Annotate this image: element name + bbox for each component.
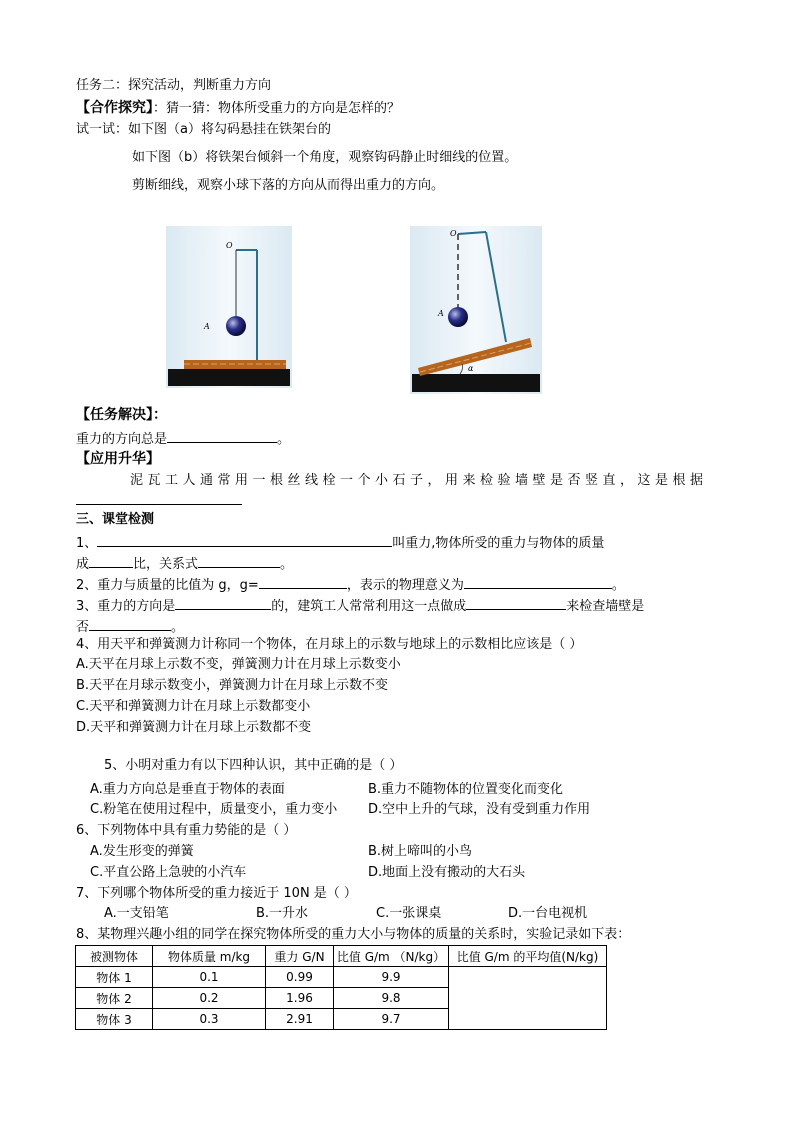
table-cell: 物体 2 [76, 988, 153, 1009]
try-b-line: 如下图（b）将铁架台倾斜一个角度，观察钩码静止时细线的位置。 [132, 150, 518, 165]
gravity-direction-blank[interactable] [167, 428, 277, 443]
q1-text: 叫重力,物体所受的重力与物体的质量 [392, 536, 605, 551]
q7-option-a[interactable]: A.一支铅笔 [104, 906, 169, 921]
apply-label: 【应用升华】 [76, 451, 160, 467]
q3-l2b: 。 [171, 620, 185, 635]
q1-l2b: 比，关系式 [133, 557, 199, 572]
q5-stem: 5、小明对重力有以下四种认识，其中正确的是（ ） [104, 758, 403, 773]
table-header: 被测物体 [76, 946, 153, 967]
q6-option-b[interactable]: B.树上啼叫的小鸟 [368, 844, 473, 859]
q3-line1 [76, 595, 644, 616]
table-header: 物体质量 m/kg [153, 946, 266, 967]
q3-l2a: 否 [76, 620, 90, 635]
table-header: 比值 G/m 的平均值(N/kg) [449, 946, 607, 967]
q1-l2a: 成 [76, 557, 90, 572]
q8-stem: 8、某物理兴趣小组的同学在探究物体所受的重力大小与物体的质量的关系时，实验记录如下表： [76, 927, 631, 942]
task-solve-label: 【任务解决】 [76, 407, 153, 423]
table-cell: 0.99 [266, 967, 334, 988]
mason-blank[interactable] [76, 490, 242, 505]
q6-option-d[interactable]: D.地面上没有搬动的大石头 [368, 865, 526, 880]
coop-label: 【合作探究】 [76, 100, 153, 116]
section3-title: 三、课堂检测 [76, 512, 155, 527]
table-average-cell[interactable] [449, 967, 607, 1030]
apply-heading [76, 450, 160, 469]
q1-line2 [76, 553, 293, 574]
table-cell: 0.3 [153, 1009, 266, 1030]
task2-title: 任务二：探究活动，判断重力方向 [76, 78, 272, 93]
q4-option-d[interactable]: D.天平和弹簧测力计在月球上示数都不变 [76, 720, 312, 735]
q4-option-c[interactable]: C.天平和弹簧测力计在月球上示数都变小 [76, 699, 311, 714]
mason-line: 泥瓦工人通常用一根丝线栓一个小石子，用来检验墙壁是否竖直，这是根据 [130, 473, 708, 488]
q4-option-b[interactable]: B.天平在月球示数变小，弹簧测力计在月球上示数不变 [76, 678, 389, 693]
q5-option-a[interactable]: A.重力方向总是垂直于物体的表面 [90, 782, 285, 797]
q3-c: 来检查墙壁是 [566, 599, 645, 614]
figure-b-label-o: O [450, 229, 457, 238]
coop-line [76, 99, 400, 118]
q1-blank1[interactable] [97, 532, 392, 547]
coop-text: ：猜一猜：物体所受重力的方向是怎样的？ [153, 101, 401, 116]
task-solve-heading [76, 406, 167, 425]
figure-a-label-o: O [226, 241, 233, 250]
q7-option-b[interactable]: B.一升水 [256, 906, 309, 921]
table-cell: 物体 3 [76, 1009, 153, 1030]
q5-option-d[interactable]: D.空中上升的气球，没有受到重力作用 [368, 802, 591, 817]
figure-b-ball [448, 307, 468, 327]
figure-b-label-alpha: α [468, 364, 474, 373]
q5-option-c[interactable]: C.粉笔在使用过程中，质量变小，重力变小 [90, 802, 338, 817]
q3-blank2[interactable] [466, 595, 566, 610]
q3-a: 3、重力的方向是 [76, 599, 176, 614]
table-header-row [76, 946, 607, 967]
figure-a-label-a: A [204, 322, 210, 331]
cut-line: 剪断细线，观察小球下落的方向从而得出重力的方向。 [132, 178, 445, 193]
q7-stem: 7、下列哪个物体所受的重力接近于 10N 是（ ） [76, 886, 357, 901]
q3-line2 [76, 616, 184, 637]
q2-line [76, 574, 625, 595]
table-cell: 0.2 [153, 988, 266, 1009]
table-cell: 1.96 [266, 988, 334, 1009]
gravity-direction-line [76, 428, 290, 449]
experiment-table [75, 945, 607, 1030]
table-cell: 9.9 [334, 967, 449, 988]
q5-option-b[interactable]: B.重力不随物体的位置变化而变化 [368, 782, 564, 797]
gravity-direction-post: 。 [277, 432, 291, 447]
q4-stem: 4、用天平和弹簧测力计称同一个物体，在月球上的示数与地球上的示数相比应该是（ ） [76, 637, 583, 652]
figure-a-base [168, 369, 290, 386]
q6-option-a[interactable]: A.发生形变的弹簧 [90, 844, 194, 859]
figure-a [166, 226, 292, 388]
q7-option-c[interactable]: C.一张课桌 [376, 906, 442, 921]
q3-blank3[interactable] [89, 616, 171, 631]
q1-num: 1、 [76, 536, 98, 551]
table-cell: 物体 1 [76, 967, 153, 988]
figure-b [410, 226, 542, 394]
q2-c: 。 [611, 578, 625, 593]
figure-a-ball [226, 316, 246, 336]
table-header: 比值 G/m （N/kg） [334, 946, 449, 967]
q6-stem: 6、下列物体中具有重力势能的是（ ） [76, 823, 297, 838]
q2-blank1[interactable] [259, 574, 347, 589]
q1-blank3[interactable] [198, 553, 280, 568]
q6-option-c[interactable]: C.平直公路上急驶的小汽车 [90, 865, 247, 880]
try-line: 试一试：如下图（a）将勾码悬挂在铁架台的 [76, 122, 331, 137]
q2-blank2[interactable] [464, 574, 612, 589]
q2-a: 2、重力与质量的比值为 g，g= [76, 578, 259, 593]
task-solve-colon: ： [153, 407, 167, 423]
q2-b: ，表示的物理意义为 [346, 578, 464, 593]
q3-blank1[interactable] [175, 595, 271, 610]
q4-option-a[interactable]: A.天平在月球上示数不变，弹簧测力计在月球上示数变小 [76, 657, 401, 672]
q1-line1 [76, 532, 604, 553]
table-cell: 9.7 [334, 1009, 449, 1030]
figure-b-base [412, 374, 540, 392]
table-cell: 9.8 [334, 988, 449, 1009]
table-header: 重力 G/N [266, 946, 334, 967]
gravity-direction-pre: 重力的方向总是 [76, 432, 168, 447]
figure-b-label-a: A [438, 309, 444, 318]
q1-blank2[interactable] [89, 553, 133, 568]
table-cell: 2.91 [266, 1009, 334, 1030]
q1-l2c: 。 [280, 557, 294, 572]
table-row [76, 967, 607, 988]
q3-b: 的，建筑工人常常利用这一点做成 [271, 599, 467, 614]
q7-option-d[interactable]: D.一台电视机 [508, 906, 588, 921]
table-cell: 0.1 [153, 967, 266, 988]
